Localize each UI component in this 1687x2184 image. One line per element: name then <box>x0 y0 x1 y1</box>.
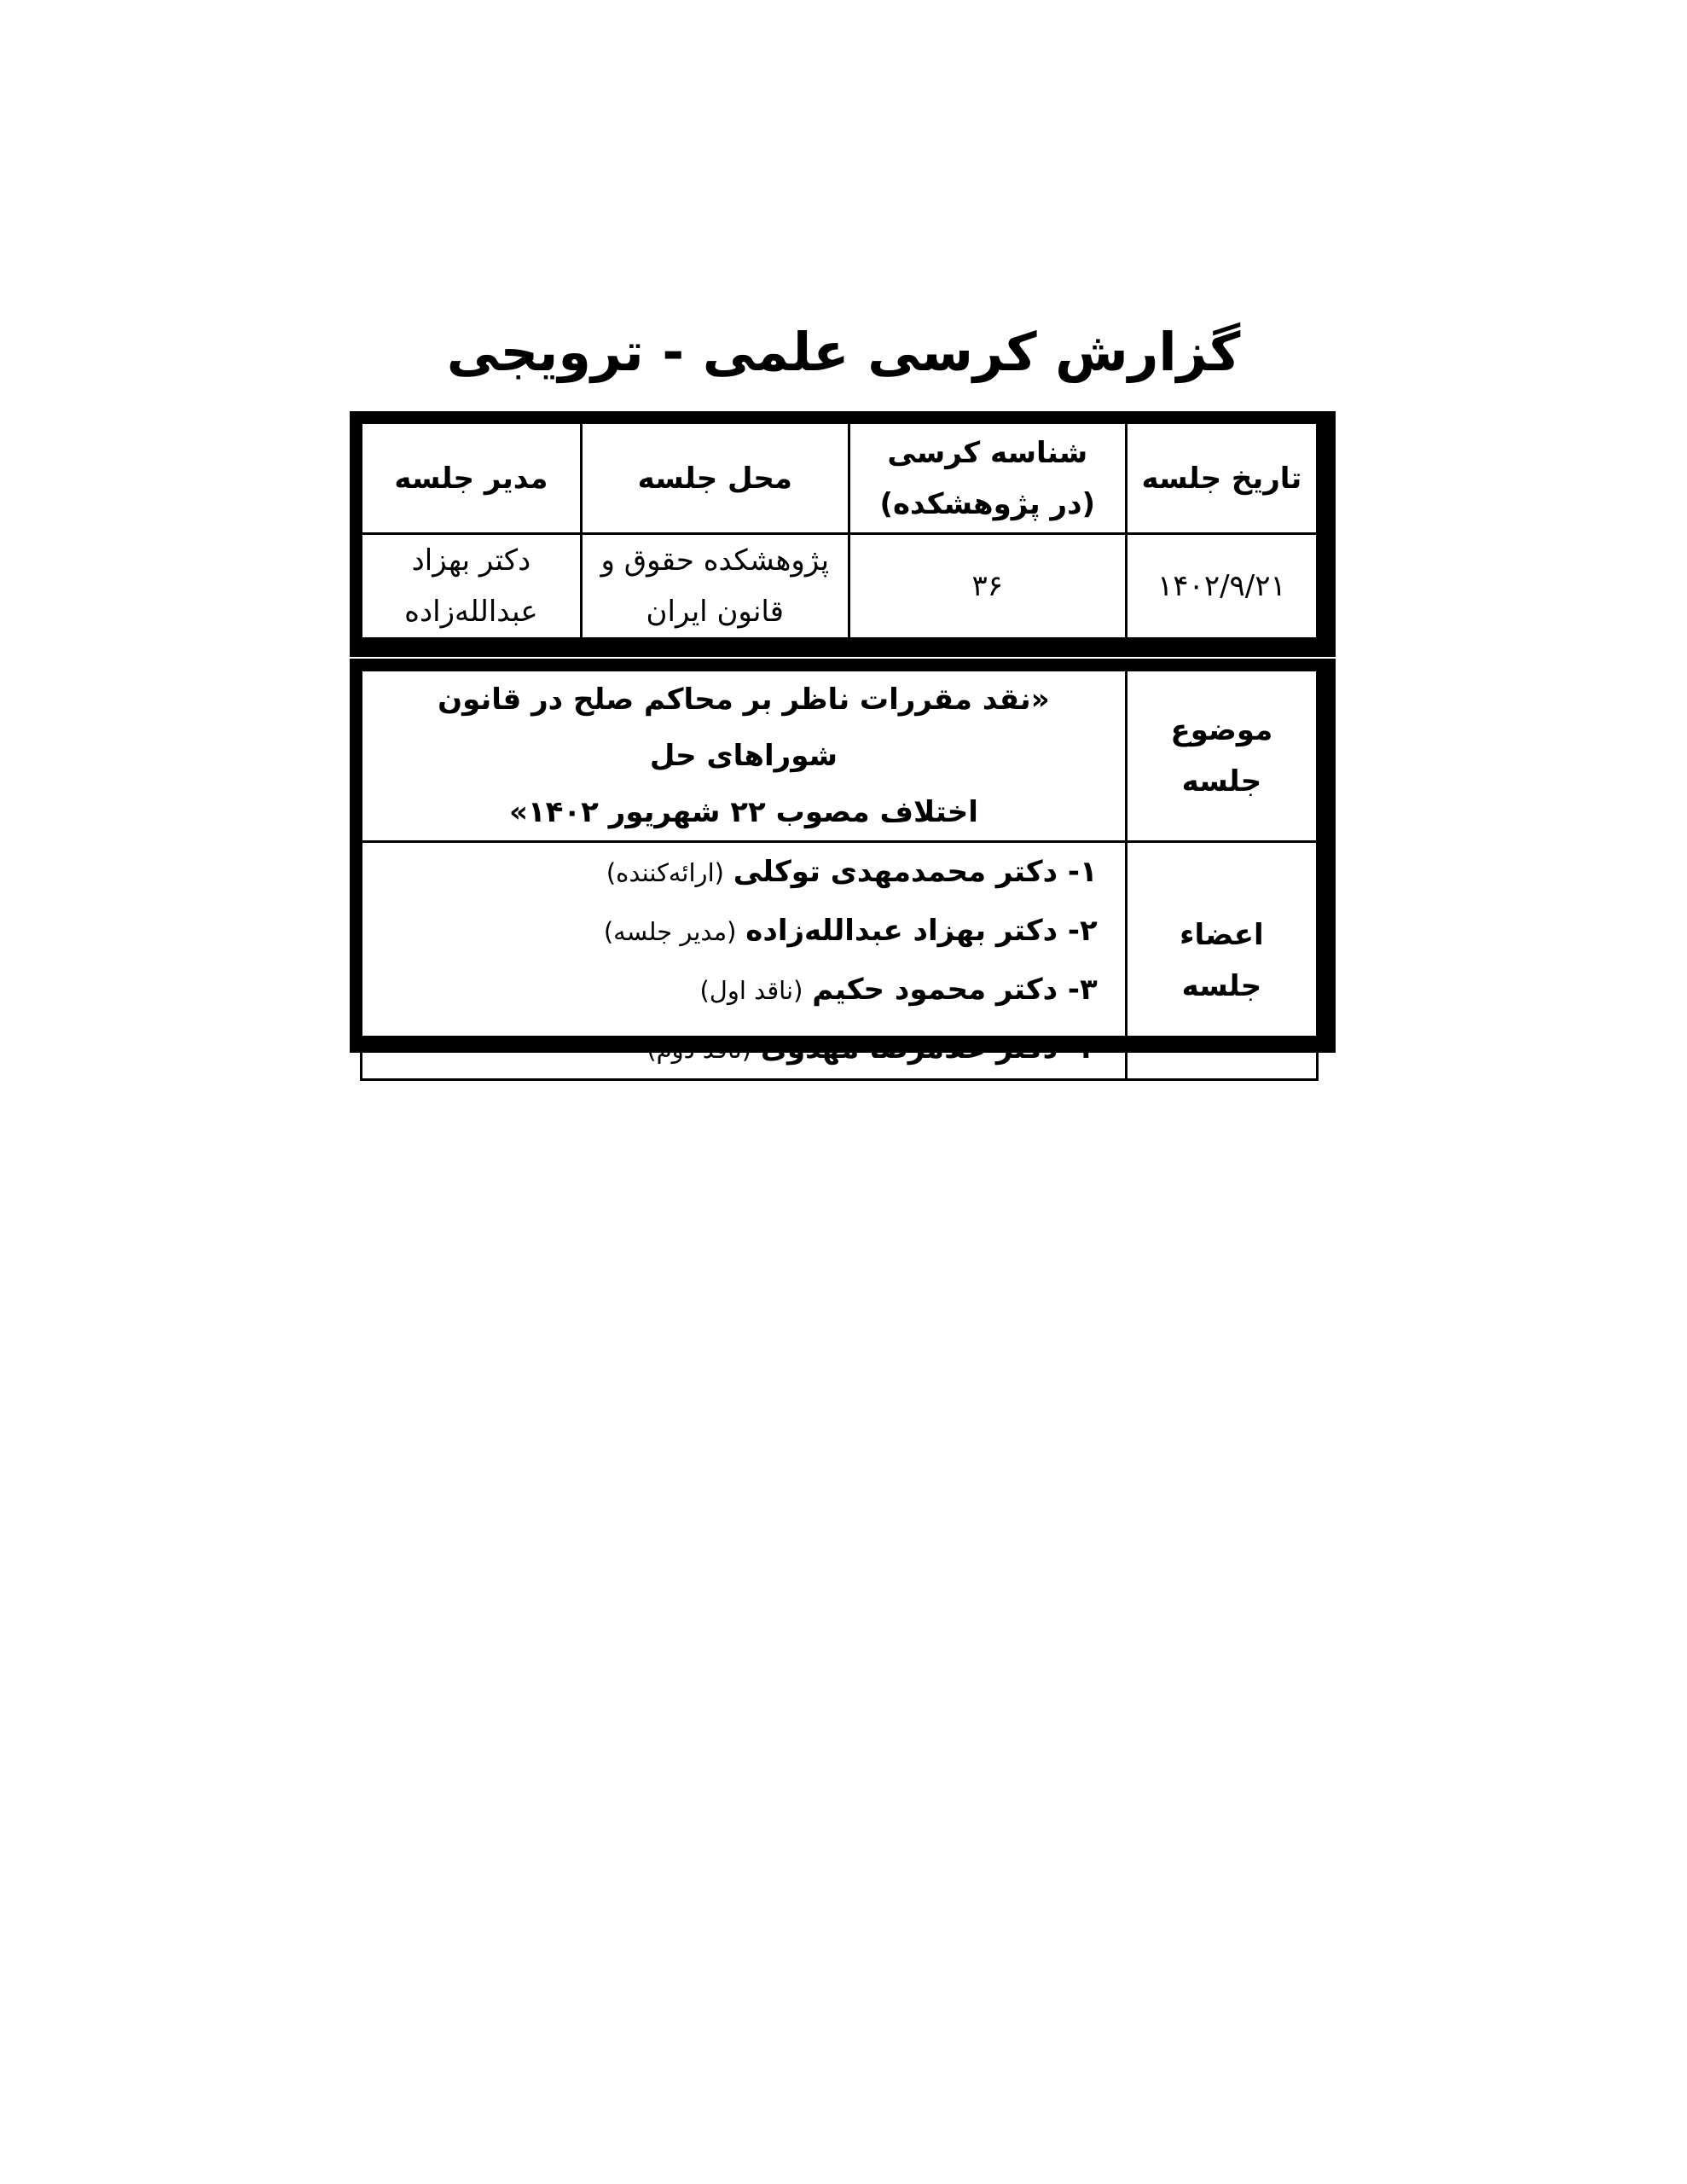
value-location-line2: قانون ایران <box>646 595 785 629</box>
session-info-table <box>360 421 1319 640</box>
header-manager <box>362 423 582 534</box>
header-date-label: تاریخ جلسه <box>1141 461 1302 496</box>
member-role: (ناقد دوم) <box>646 1035 752 1064</box>
members-label-text: اعضاء جلسه <box>1180 918 1264 1003</box>
session-info-frame <box>350 411 1336 657</box>
value-location-line1: پژوهشکده حقوق و <box>600 543 830 578</box>
member-item <box>390 843 1098 902</box>
value-manager-line2: عبدالله‌زاده <box>404 595 538 629</box>
header-chair-id-line1: شناسه کرسی <box>887 435 1088 470</box>
member-name: ۳- دکتر محمود حکیم <box>812 973 1098 1007</box>
subject-line1: «نقد مقررات ناظر بر محاکم صلح در قانون شوراهای حل <box>438 682 1050 773</box>
header-chair-id <box>849 423 1126 534</box>
header-location-label: محل جلسه <box>637 461 792 496</box>
subject-line2: اختلاف مصوب ۲۲ شهریور ۱۴۰۲» <box>508 795 978 829</box>
subject-label <box>1126 671 1317 842</box>
members-label <box>1126 842 1317 1080</box>
member-role: (ناقد اول) <box>699 976 803 1005</box>
value-manager <box>362 534 582 639</box>
members-list <box>362 842 1127 1080</box>
member-name: ۲- دکتر بهزاد عبدالله‌زاده <box>745 914 1098 948</box>
value-chair-id-text: ۳۶ <box>971 569 1004 603</box>
member-item <box>390 1019 1098 1078</box>
subject-label-line1: موضوع <box>1170 713 1273 747</box>
member-role: (ارائه‌کننده) <box>606 858 724 887</box>
header-date <box>1126 423 1317 534</box>
value-date <box>1126 534 1317 639</box>
member-item <box>390 961 1098 1019</box>
value-manager-line1: دکتر بهزاد <box>411 543 531 578</box>
session-details-table <box>360 669 1319 1081</box>
subject-label-line2: جلسه <box>1181 764 1262 799</box>
value-location <box>581 534 849 639</box>
member-name: ۱- دکتر محمدمهدی توکلی <box>733 855 1098 889</box>
subject-text <box>362 671 1127 842</box>
header-manager-label: مدیر جلسه <box>394 461 548 496</box>
member-role: (مدیر جلسه) <box>603 917 737 946</box>
header-location <box>581 423 849 534</box>
value-date-text: ۱۴۰۲/۹/۲۱ <box>1157 569 1286 603</box>
member-name: ۴- دکتر غلامرضا مهدوی <box>760 1031 1098 1066</box>
header-chair-id-line2: (در پژوهشکده) <box>879 486 1096 521</box>
page-title: گزارش کرسی علمی - ترویجی <box>446 321 1241 383</box>
session-details-frame <box>350 659 1336 1066</box>
value-chair-id <box>849 534 1126 639</box>
member-item <box>390 902 1098 961</box>
